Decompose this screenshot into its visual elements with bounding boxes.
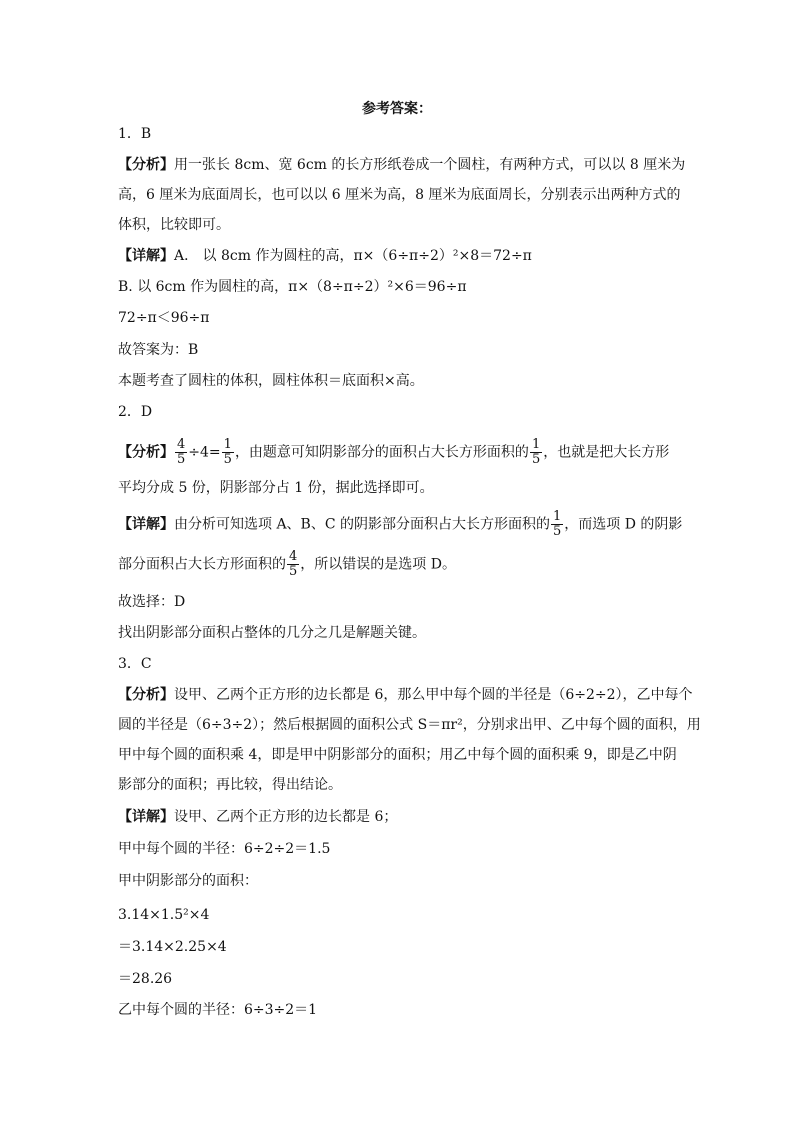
- q3-step-5: ＝28.26: [118, 971, 173, 987]
- q1-detail-line-1: [118, 246, 678, 266]
- analysis-tag: 【分析】: [118, 687, 174, 703]
- q2-analysis-line-2: 平均分成 5 份，阴影部分占 1 份，据此选择即可。: [118, 480, 434, 496]
- detail-tag: 【详解】: [118, 248, 174, 264]
- q3-analysis-line-4: 影部分的面积；再比较，得出结论。: [118, 777, 342, 793]
- q2-detail-line-1: 【详解】由分析可知选项 A、B、C 的阴影部分面积占大长方形面积的 $\frac{1}{5}$ ，而选项 D 的阴影: [118, 509, 683, 539]
- q3-analysis-line-3: 甲中每个圆的面积乘 4，即是甲中阴影部分的面积；用乙中每个圆的面积乘 9，即是乙中阴: [118, 747, 677, 763]
- q1-analysis-line-1: [118, 155, 686, 175]
- q1-analysis-line-3: 体积，比较即可。: [118, 217, 230, 233]
- analysis-tag: 【分析】: [118, 444, 174, 461]
- q1-detail-text-1: A． 以 8cm 作为圆柱的高，π×（6÷π÷2）²×8＝72÷π: [174, 248, 532, 264]
- q3-detail-line-1: 【详解】设甲、乙两个正方形的边长都是 6；: [118, 809, 398, 825]
- q2-number: 2．D: [118, 404, 153, 420]
- q1-analysis-line-2: 高，6 厘米为底面周长，也可以以 6 厘米为高，8 厘米为底面周长，分别表示出两种方式的: [118, 187, 681, 203]
- fraction-one-fifth: $\frac{1}{5}$: [553, 509, 562, 539]
- q1-analysis-text-1: 用一张长 8cm、宽 6cm 的长方形纸卷成一个圆柱，有两种方式，可以以 8 厘米为: [174, 157, 686, 173]
- q3-step-4: ＝3.14×2.25×4: [118, 939, 227, 955]
- q1-number: 1．B: [118, 126, 152, 142]
- q3-analysis-line-2: 圆的半径是（6÷3÷2）；然后根据圆的面积公式 S＝πr²，分别求出甲、乙中每个圆的面积，用: [118, 717, 701, 733]
- fraction-four-fifths: $\frac{4}{5}$: [177, 437, 186, 467]
- detail-tag: 【详解】: [118, 809, 174, 825]
- q3-step-6: 乙中每个圆的半径：6÷3÷2＝1: [118, 1002, 318, 1018]
- q2-note: 找出阴影部分面积占整体的几分之几是解题关键。: [118, 625, 426, 641]
- q3-number: 3．C: [118, 656, 152, 672]
- fraction-one-fifth: $\frac{1}{5}$: [223, 437, 232, 467]
- q2-detail-line-2: 部分面积占大长方形面积的 $\frac{4}{5}$ ，所以错误的是选项 D。: [118, 549, 456, 579]
- analysis-tag: 【分析】: [118, 157, 174, 173]
- q3-step-3: 3.14×1.5²×4: [118, 907, 210, 923]
- q1-detail-line-3: 72÷π＜96÷π: [118, 310, 210, 326]
- q1-detail-line-2: B. 以 6cm 作为圆柱的高，π×（8÷π÷2）²×6＝96÷π: [118, 279, 467, 295]
- detail-tag: 【详解】: [118, 516, 174, 533]
- fraction-four-fifths: $\frac{4}{5}$: [289, 549, 298, 579]
- q1-answer: 故答案为：B: [118, 342, 199, 358]
- q1-note: 本题考查了圆柱的体积，圆柱体积＝底面积×高。: [118, 373, 424, 389]
- q3-step-2: 甲中阴影部分的面积：: [118, 873, 258, 889]
- q2-analysis-line-1: 【分析】 $\frac{4}{5}$ ÷4= $\frac{1}{5}$ ，由题意可知阴影部分的面积占大长方形面积的 $\frac{1}{5}$ ，也就是把大长方形: [118, 437, 670, 467]
- q3-analysis-line-1: 【分析】设甲、乙两个正方形的边长都是 6，那么甲中每个圆的半径是（6÷2÷2），乙中每个: [118, 687, 693, 703]
- q3-step-1: 甲中每个圆的半径：6÷2÷2＝1.5: [118, 841, 331, 857]
- fraction-one-fifth: $\frac{1}{5}$: [531, 437, 541, 467]
- q2-answer: 故选择：D: [118, 594, 186, 610]
- page-title: 参考答案：: [362, 101, 432, 117]
